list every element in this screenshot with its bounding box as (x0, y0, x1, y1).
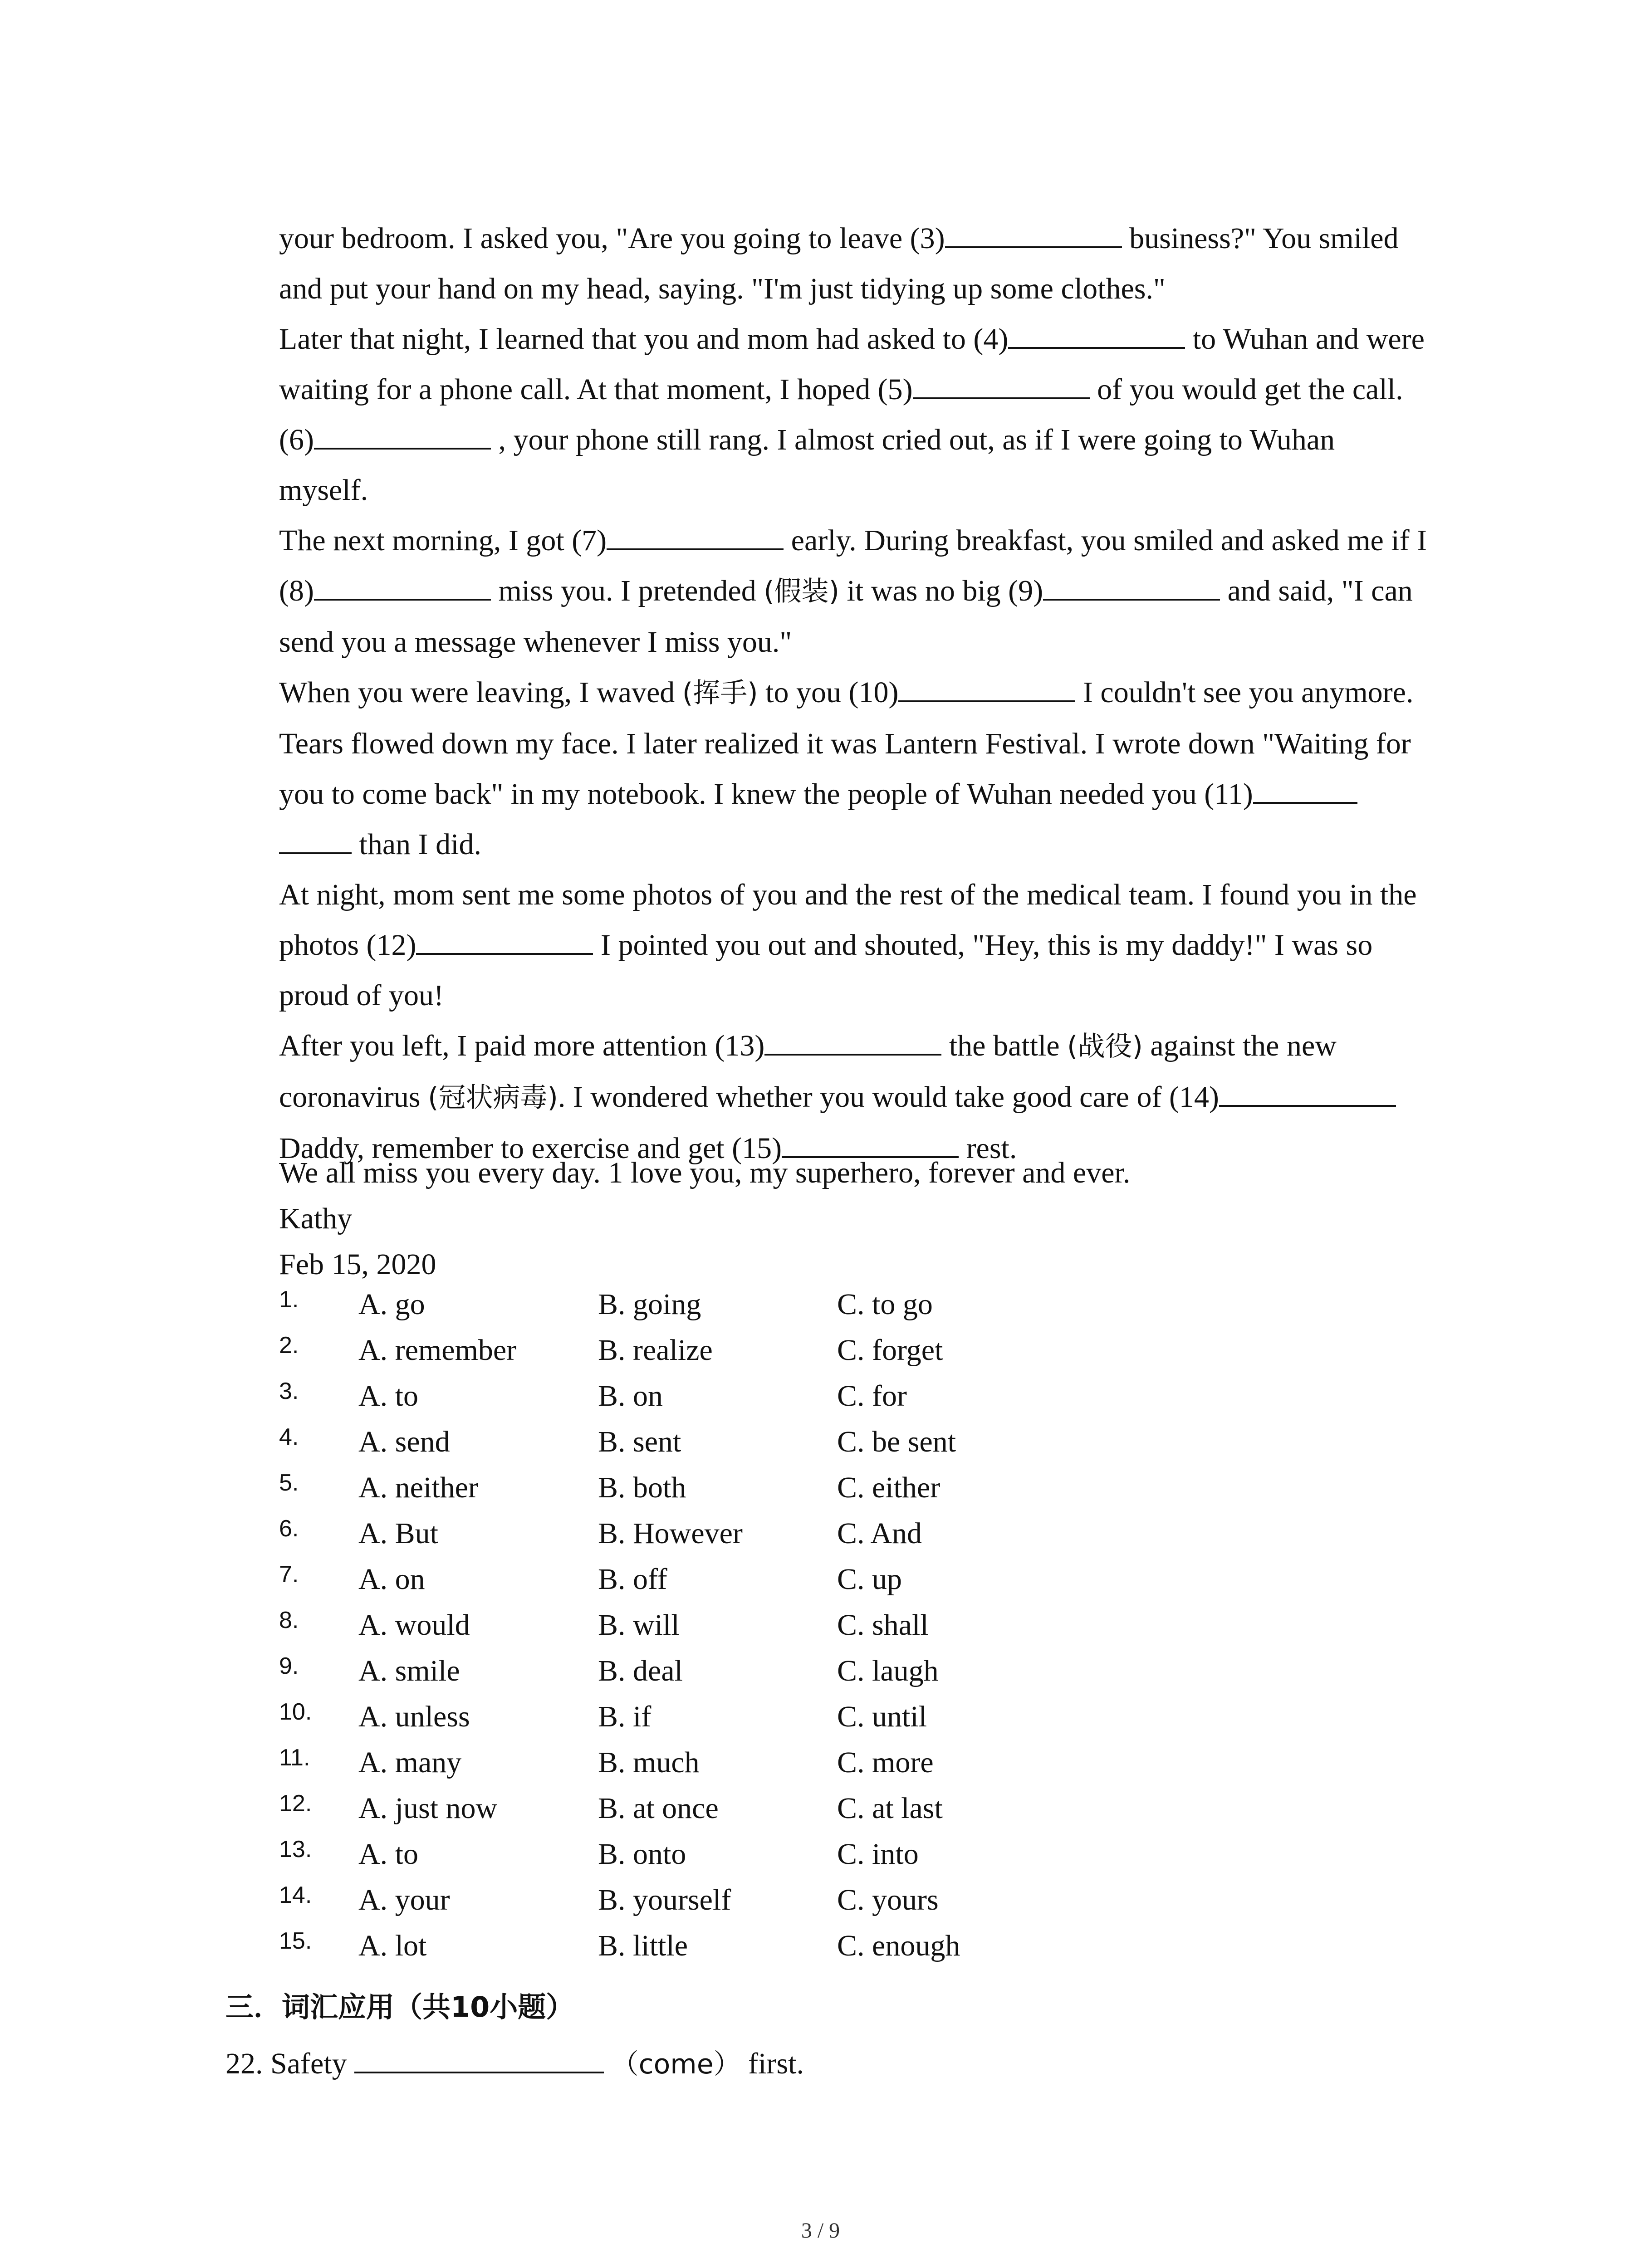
answer-blank[interactable] (913, 370, 1090, 399)
option-a[interactable]: A. But (358, 1517, 439, 1550)
option-c[interactable]: C. to go (837, 1288, 933, 1321)
question-text-before: Safety (270, 2047, 347, 2080)
option-b[interactable]: B. onto (598, 1838, 686, 1871)
question-number: 2. (279, 1332, 299, 1359)
passage-text: and put your hand on my head, saying. "I'm just tidying up some clothes." (279, 272, 1166, 305)
passage-text: (6) (279, 423, 314, 456)
option-a[interactable]: A. just now (358, 1792, 498, 1825)
page-number: 3 / 9 (801, 2219, 840, 2243)
option-c[interactable]: C. either (837, 1471, 941, 1504)
option-c[interactable]: C. until (837, 1700, 927, 1733)
option-a[interactable]: A. your (358, 1883, 450, 1916)
option-row (279, 1648, 1096, 1694)
option-b[interactable]: B. However (598, 1517, 743, 1550)
answer-options-list (279, 1281, 1096, 1969)
option-c[interactable]: C. And (837, 1517, 922, 1550)
question-number: 12. (279, 1790, 312, 1817)
option-a[interactable]: A. unless (358, 1700, 470, 1733)
answer-blank[interactable] (1219, 1078, 1396, 1107)
passage-text: After you left, I paid more attention (13) (279, 1029, 765, 1062)
passage-line (279, 515, 1459, 566)
passage-text: Tears flowed down my face. I later realized it was Lantern Festival. I wrote down "Waiting for (279, 727, 1411, 760)
option-b[interactable]: B. much (598, 1746, 700, 1779)
option-a[interactable]: A. go (358, 1288, 425, 1321)
word-hint: （come） (611, 2048, 741, 2080)
passage-text: I couldn't see you anymore. (1075, 676, 1414, 709)
question-number: 7. (279, 1561, 299, 1588)
option-c[interactable]: C. forget (837, 1334, 943, 1367)
answer-blank[interactable] (279, 825, 352, 854)
question-number: 8. (279, 1607, 299, 1633)
passage-text: myself. (279, 474, 368, 507)
passage-line (279, 920, 1459, 970)
option-b[interactable]: B. on (598, 1379, 663, 1413)
option-c[interactable]: C. yours (837, 1883, 939, 1916)
passage-line (279, 970, 1459, 1021)
answer-blank[interactable] (764, 1026, 941, 1056)
option-a[interactable]: A. neither (358, 1471, 478, 1504)
option-b[interactable]: B. off (598, 1563, 667, 1596)
passage-text: (8) (279, 574, 314, 607)
cloze-passage (279, 213, 1459, 1173)
option-b[interactable]: B. yourself (598, 1883, 731, 1916)
option-b[interactable]: B. at once (598, 1792, 719, 1825)
answer-blank[interactable] (607, 521, 784, 550)
letter-ending (279, 1150, 1130, 1287)
option-row (279, 1831, 1096, 1877)
option-c[interactable]: C. be sent (837, 1425, 956, 1458)
answer-blank[interactable] (314, 420, 491, 450)
option-c[interactable]: C. enough (837, 1929, 960, 1962)
option-row (279, 1373, 1096, 1419)
passage-line (279, 566, 1459, 617)
option-row (279, 1923, 1096, 1969)
question-number: 14. (279, 1882, 312, 1908)
option-row (279, 1740, 1096, 1785)
passage-text: The next morning, I got (7) (279, 524, 607, 557)
option-b[interactable]: B. deal (598, 1654, 683, 1687)
passage-text: . I wondered whether you would take good care of (14) (558, 1080, 1219, 1114)
passage-text: of you would get the call. (1089, 373, 1403, 406)
passage-line (279, 213, 1459, 264)
answer-blank[interactable] (945, 219, 1122, 248)
passage-line (279, 769, 1459, 819)
option-b[interactable]: B. if (598, 1700, 652, 1733)
answer-blank[interactable] (898, 673, 1075, 702)
option-row (279, 1327, 1096, 1373)
question-number: 13. (279, 1836, 312, 1862)
question-22 (225, 2041, 804, 2087)
answer-blank[interactable] (416, 926, 593, 955)
passage-line (279, 415, 1459, 465)
question-number: 15. (279, 1928, 312, 1954)
passage-text: and said, "I can (1220, 574, 1413, 607)
passage-text: When you were leaving, I waved (279, 676, 682, 709)
passage-text: your bedroom. I asked you, "Are you going to leave (3) (279, 222, 945, 255)
passage-text: than I did. (352, 828, 481, 861)
passage-text: At night, mom sent me some photos of you and the rest of the medical team. I found you in the (279, 878, 1417, 911)
passage-text: the battle (941, 1029, 1068, 1062)
passage-text: miss you. I pretended (490, 574, 764, 607)
passage-text: business?" You smiled (1122, 222, 1399, 255)
option-a[interactable]: A. would (358, 1608, 470, 1642)
option-row (279, 1694, 1096, 1740)
answer-blank[interactable] (314, 572, 491, 601)
passage-text: against the new (1142, 1029, 1337, 1062)
passage-line (279, 364, 1459, 415)
option-c[interactable]: C. at last (837, 1792, 943, 1825)
question-number: 5. (279, 1470, 299, 1496)
passage-text: rest. (959, 1132, 1017, 1165)
passage-text: coronavirus (279, 1080, 428, 1114)
option-c[interactable]: C. laugh (837, 1654, 939, 1687)
option-row (279, 1877, 1096, 1923)
passage-text: proud of you! (279, 979, 444, 1012)
passage-text: Later that night, I learned that you and mom had asked to (4) (279, 323, 1009, 356)
passage-text: you to come back" in my notebook. I knew the people of Wuhan needed you (11) (279, 777, 1253, 811)
passage-line (279, 870, 1459, 920)
answer-blank[interactable] (1008, 320, 1185, 349)
question-number: 4. (279, 1424, 299, 1450)
passage-line (279, 667, 1459, 719)
option-b[interactable]: B. both (598, 1471, 686, 1504)
passage-text: Daddy, remember to exercise and get (15) (279, 1132, 782, 1165)
chinese-gloss: (战役) (1067, 1031, 1143, 1062)
option-a[interactable]: A. smile (358, 1654, 460, 1687)
passage-text: it was no big (9) (839, 574, 1043, 607)
option-a[interactable]: A. send (358, 1425, 450, 1458)
passage-text: , your phone still rang. I almost cried out, as if I were going to Wuhan (490, 423, 1335, 456)
question-text-after: first. (748, 2047, 804, 2080)
option-row (279, 1465, 1096, 1510)
option-c[interactable]: C. for (837, 1379, 907, 1413)
option-a[interactable]: A. to (358, 1838, 418, 1871)
option-a[interactable]: A. many (358, 1746, 462, 1779)
question-number: 9. (279, 1653, 299, 1679)
option-a[interactable]: A. to (358, 1379, 418, 1413)
answer-blank[interactable] (1043, 572, 1220, 601)
question-number: 3. (279, 1378, 299, 1404)
option-c[interactable]: C. more (837, 1746, 934, 1779)
option-row (279, 1602, 1096, 1648)
option-b[interactable]: B. going (598, 1288, 701, 1321)
chinese-gloss: (冠状病毒) (428, 1082, 558, 1114)
option-row (279, 1556, 1096, 1602)
passage-line (279, 314, 1459, 364)
question-number: 11. (279, 1745, 310, 1771)
option-row (279, 1419, 1096, 1465)
question-number: 22. (225, 2047, 263, 2080)
passage-text: to Wuhan and were (1185, 323, 1425, 356)
option-b[interactable]: B. will (598, 1608, 680, 1642)
passage-line (279, 1021, 1459, 1072)
passage-line (279, 1072, 1459, 1123)
passage-text: I pointed you out and shouted, "Hey, this is my daddy!" I was so (593, 929, 1373, 962)
question-number: 6. (279, 1515, 299, 1542)
passage-text: waiting for a phone call. At that moment, I hoped (5) (279, 373, 913, 406)
passage-text: send you a message whenever I miss you." (279, 626, 792, 659)
option-a[interactable]: A. remember (358, 1334, 517, 1367)
answer-blank[interactable] (354, 2044, 604, 2073)
option-row (279, 1510, 1096, 1556)
passage-line (279, 617, 1459, 667)
letter-date: Feb 15, 2020 (279, 1248, 436, 1281)
letter-closing-line: We all miss you every day. 1 love you, my superhero, forever and ever. (279, 1156, 1131, 1189)
passage-text: photos (12) (279, 929, 416, 962)
answer-blank[interactable] (1253, 775, 1357, 804)
question-number: 10. (279, 1699, 312, 1725)
chinese-gloss: (挥手) (682, 677, 758, 709)
question-number: 1. (279, 1286, 299, 1313)
option-c[interactable]: C. shall (837, 1608, 929, 1642)
option-b[interactable]: B. sent (598, 1425, 681, 1458)
option-a[interactable]: A. lot (358, 1929, 427, 1962)
option-row (279, 1785, 1096, 1831)
option-c[interactable]: C. up (837, 1563, 902, 1596)
option-c[interactable]: C. into (837, 1838, 919, 1871)
option-row (279, 1281, 1096, 1327)
chinese-gloss: (假装) (764, 576, 840, 607)
option-b[interactable]: B. little (598, 1929, 688, 1962)
section-title: 三．词汇应用（共10小题） (225, 1990, 574, 2024)
passage-line (279, 465, 1459, 515)
passage-text: early. During breakfast, you smiled and asked me if I (784, 524, 1427, 557)
passage-line (279, 719, 1459, 769)
passage-text: to you (10) (758, 676, 899, 709)
passage-line (279, 819, 1459, 870)
option-b[interactable]: B. realize (598, 1334, 713, 1367)
passage-line (279, 264, 1459, 314)
letter-signature: Kathy (279, 1202, 353, 1235)
option-a[interactable]: A. on (358, 1563, 425, 1596)
